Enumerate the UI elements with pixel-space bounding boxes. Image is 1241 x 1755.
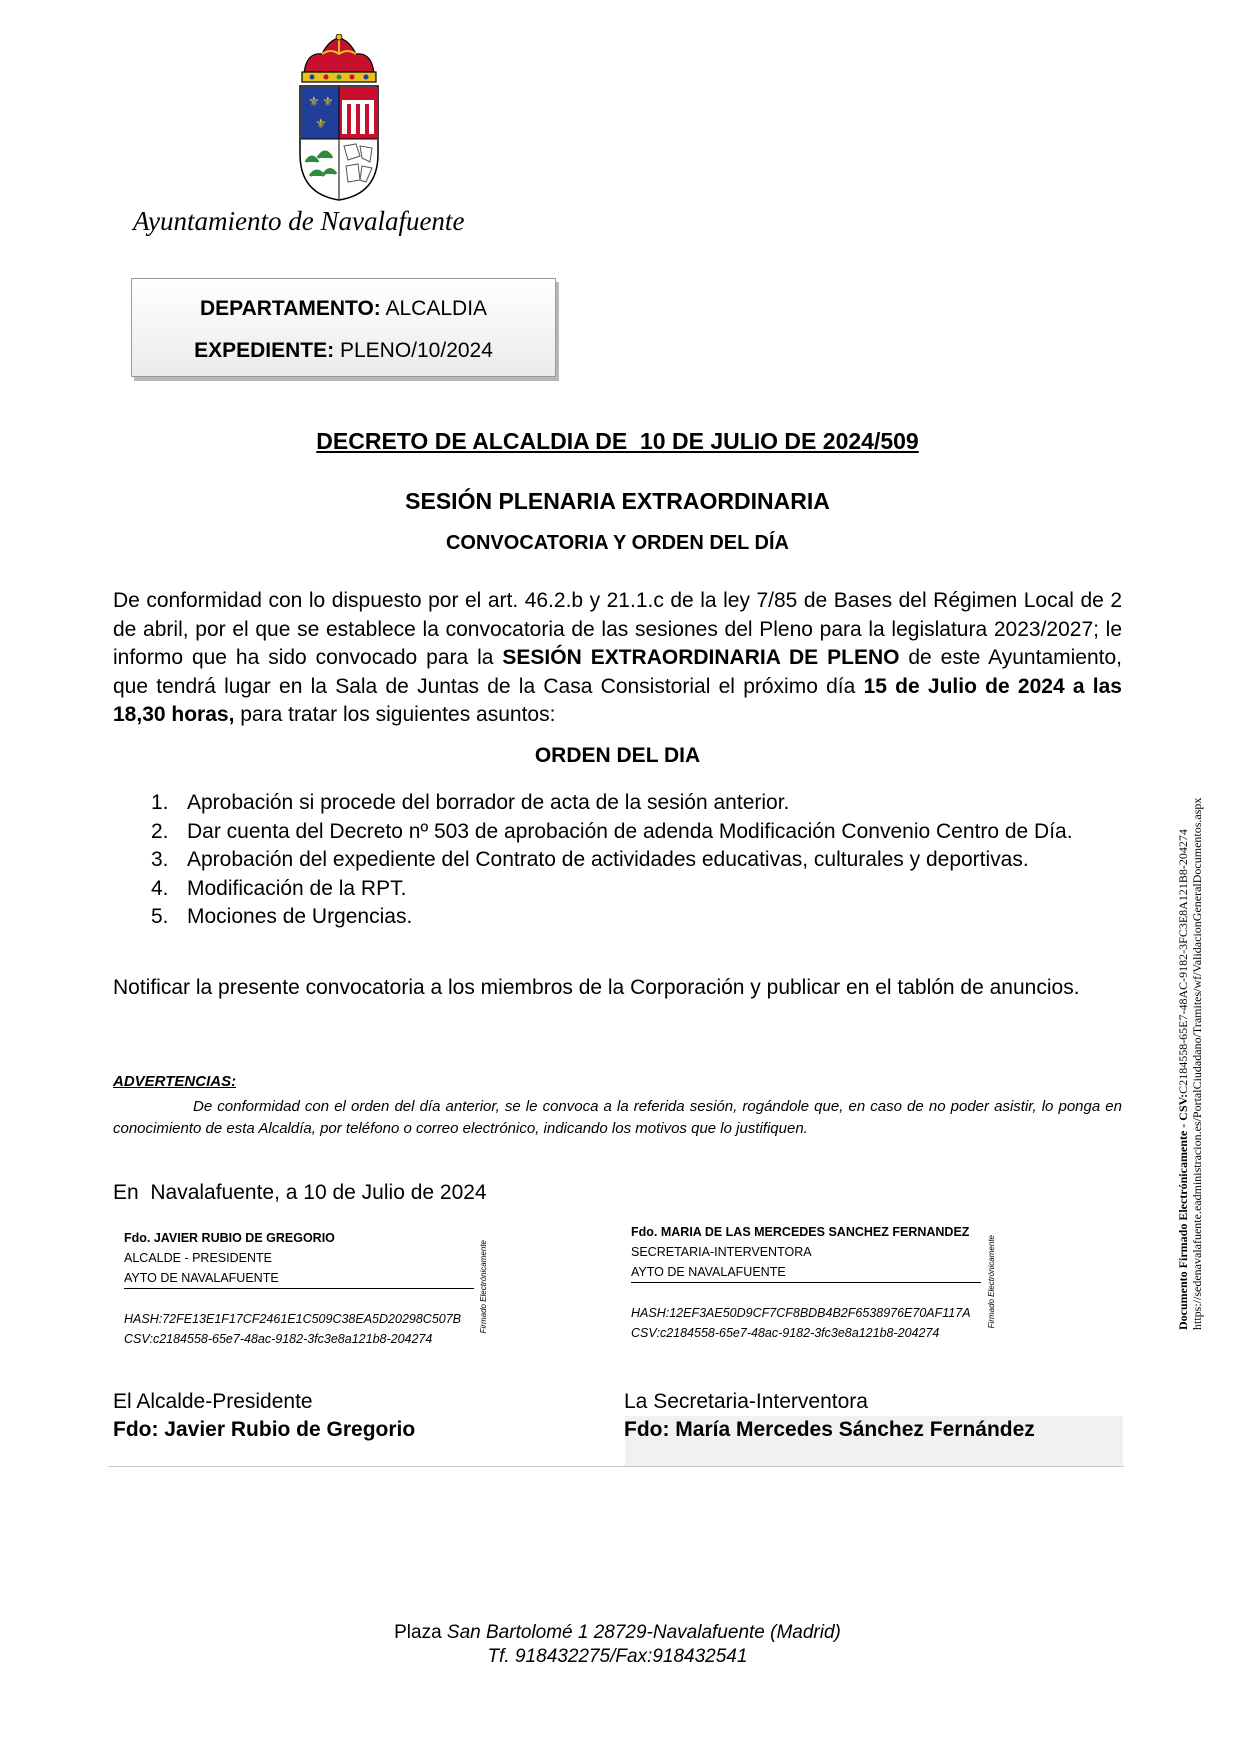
agenda-item	[113, 818, 1122, 847]
agenda-title: ORDEN DEL DIA	[534, 744, 701, 767]
stamp-vertical-label: Firmado Electrónicamente	[987, 1235, 996, 1329]
file-value: PLENO/10/2024	[339, 339, 493, 362]
svg-text:⚜: ⚜	[308, 94, 320, 109]
intro-paragraph	[113, 587, 1122, 730]
stamp-signer-name: Fdo. JAVIER RUBIO DE GREGORIO	[124, 1231, 335, 1245]
department-box	[131, 278, 556, 377]
side-note-label: Documento Firmado Electrónicamente - CSV:	[1176, 1093, 1190, 1330]
agenda-item-text: Aprobación si procede del borrador de acta de la sesión anterior.	[187, 791, 790, 814]
agenda-item-number: 4.	[151, 876, 169, 900]
stamp-signer-role: ALCALDE - PRESIDENTE	[124, 1251, 272, 1265]
stamp-signer-org: AYTO DE NAVALAFUENTE	[631, 1262, 981, 1283]
agenda-item-number: 5.	[151, 905, 169, 928]
agenda-item-number: 2.	[151, 819, 169, 843]
signature-stamp-mayor	[124, 1228, 474, 1349]
electronic-signature-note	[1176, 690, 1204, 1330]
stamp-signer-org: AYTO DE NAVALAFUENTE	[124, 1268, 474, 1289]
stamp-signer-name: Fdo. MARIA DE LAS MERCEDES SANCHEZ FERNANDEZ	[631, 1225, 970, 1239]
agenda-item	[113, 875, 1122, 904]
coat-of-arms-logo	[294, 34, 384, 202]
stamp-vertical-label: Firmado Electrónicamente	[479, 1240, 488, 1334]
intro-part1: De conformidad con lo dispuesto por el art. 46.2.b y 21.1.c de la ley 7/85 de Bases del Régimen Local de 2 de abril, por el que se establece la convocatoria de las sesiones del Pleno para la legislatura 2023/2027; le informo que ha sido convocado para la	[113, 589, 1122, 669]
signature-stamp-secretary	[631, 1222, 981, 1343]
footer-phone: Tf. 918432275/Fax:918432541	[487, 1646, 748, 1667]
stamp-hash: HASH:72FE13E1F17CF2461E1C509C38EA5D20298C507B	[124, 1312, 462, 1326]
decree-title: DECRETO DE ALCALDIA DE 10 DE JULIO DE 2024/509	[316, 428, 919, 454]
intro-bold-date: 15 de Julio de 2024 a las 18,30 horas,	[113, 674, 1122, 726]
side-note-url: https://sedenavalafuente.eadministracion.es/PortalCiudadano/Tramites/wf/ValidacionGeneralDocumentos.aspx	[1190, 797, 1204, 1330]
place-date: En Navalafuente, a 10 de Julio de 2024	[113, 1181, 487, 1204]
secretary-signature-name: Fdo: María Mercedes Sánchez Fernández	[624, 1418, 1035, 1441]
svg-text:⚜: ⚜	[315, 116, 327, 131]
intro-part3: para tratar los siguientes asuntos:	[234, 703, 556, 726]
secretary-role: La Secretaria-Interventora	[624, 1390, 868, 1413]
warnings-title: ADVERTENCIAS:	[113, 1073, 237, 1090]
stamp-csv: CSV:c2184558-65e7-48ac-9182-3fc3e8a121b8-204274	[631, 1326, 940, 1340]
svg-text:⚜: ⚜	[322, 94, 334, 109]
side-note-csv: C2184558-65E7-48AC-9182-3FC3E8A121B8-204274	[1176, 829, 1190, 1094]
footer-address-text: San Bartolomé 1 28729-Navalafuente (Madrid)	[446, 1622, 841, 1643]
mayor-role: El Alcalde-Presidente	[113, 1390, 313, 1413]
agenda-item-text: Dar cuenta del Decreto nº 503 de aprobación de adenda Modificación Convenio Centro de Día.	[187, 819, 1073, 843]
intro-bold-session: SESIÓN EXTRAORDINARIA DE PLENO	[502, 646, 900, 669]
agenda-item	[113, 903, 1122, 932]
agenda-item-text: Modificación de la RPT.	[187, 876, 407, 900]
stamp-csv: CSV:c2184558-65e7-48ac-9182-3fc3e8a121b8-204274	[124, 1332, 433, 1346]
department-line	[132, 297, 555, 321]
agenda-item-number: 3.	[151, 848, 169, 871]
warnings-text: De conformidad con el orden del día anterior, se le convoca a la referida sesión, rogándole que, en caso de no poder asistir, lo ponga en conocimiento de esta Alcaldía, por teléfono o correo electrónico, indicando los motivos que lo justifiquen.	[113, 1098, 1122, 1137]
mayor-signature-name: Fdo: Javier Rubio de Gregorio	[113, 1418, 416, 1441]
intro-part2: de este Ayuntamiento, que tendrá lugar en la Sala de Juntas de la Casa Consistorial el próximo día	[113, 646, 1122, 698]
crown-icon	[302, 34, 376, 82]
agenda-item-text: Aprobación del expediente del Contrato de actividades educativas, culturales y deportivas.	[187, 848, 1029, 871]
agenda-item-text: Mociones de Urgencias.	[187, 905, 413, 928]
footer-address-prefix: Plaza	[394, 1622, 447, 1643]
agenda-item-number: 1.	[151, 791, 169, 814]
file-line	[132, 339, 555, 363]
session-title: SESIÓN PLENARIA EXTRAORDINARIA	[405, 488, 830, 514]
agenda-item	[113, 846, 1122, 875]
notify-paragraph: Notificar la presente convocatoria a los miembros de la Corporación y publicar en el tablón de anuncios.	[113, 976, 1080, 999]
stamp-hash: HASH:12EF3AE50D9CF7CF8BDB4B2F6538976E70AF117A	[631, 1306, 971, 1320]
agenda-list	[113, 789, 1122, 932]
file-label: EXPEDIENTE:	[194, 339, 335, 362]
shield-icon	[300, 86, 378, 200]
department-label: DEPARTAMENTO:	[199, 297, 381, 320]
municipality-name: Ayuntamiento de Navalafuente	[133, 206, 465, 236]
footer-address	[113, 1621, 1122, 1669]
agenda-item	[113, 789, 1122, 818]
department-value: ALCALDIA	[385, 297, 488, 320]
convocation-title: CONVOCATORIA Y ORDEN DEL DÍA	[445, 532, 789, 554]
stamp-signer-role: SECRETARIA-INTERVENTORA	[631, 1245, 812, 1259]
signature-divider	[108, 1466, 1124, 1467]
